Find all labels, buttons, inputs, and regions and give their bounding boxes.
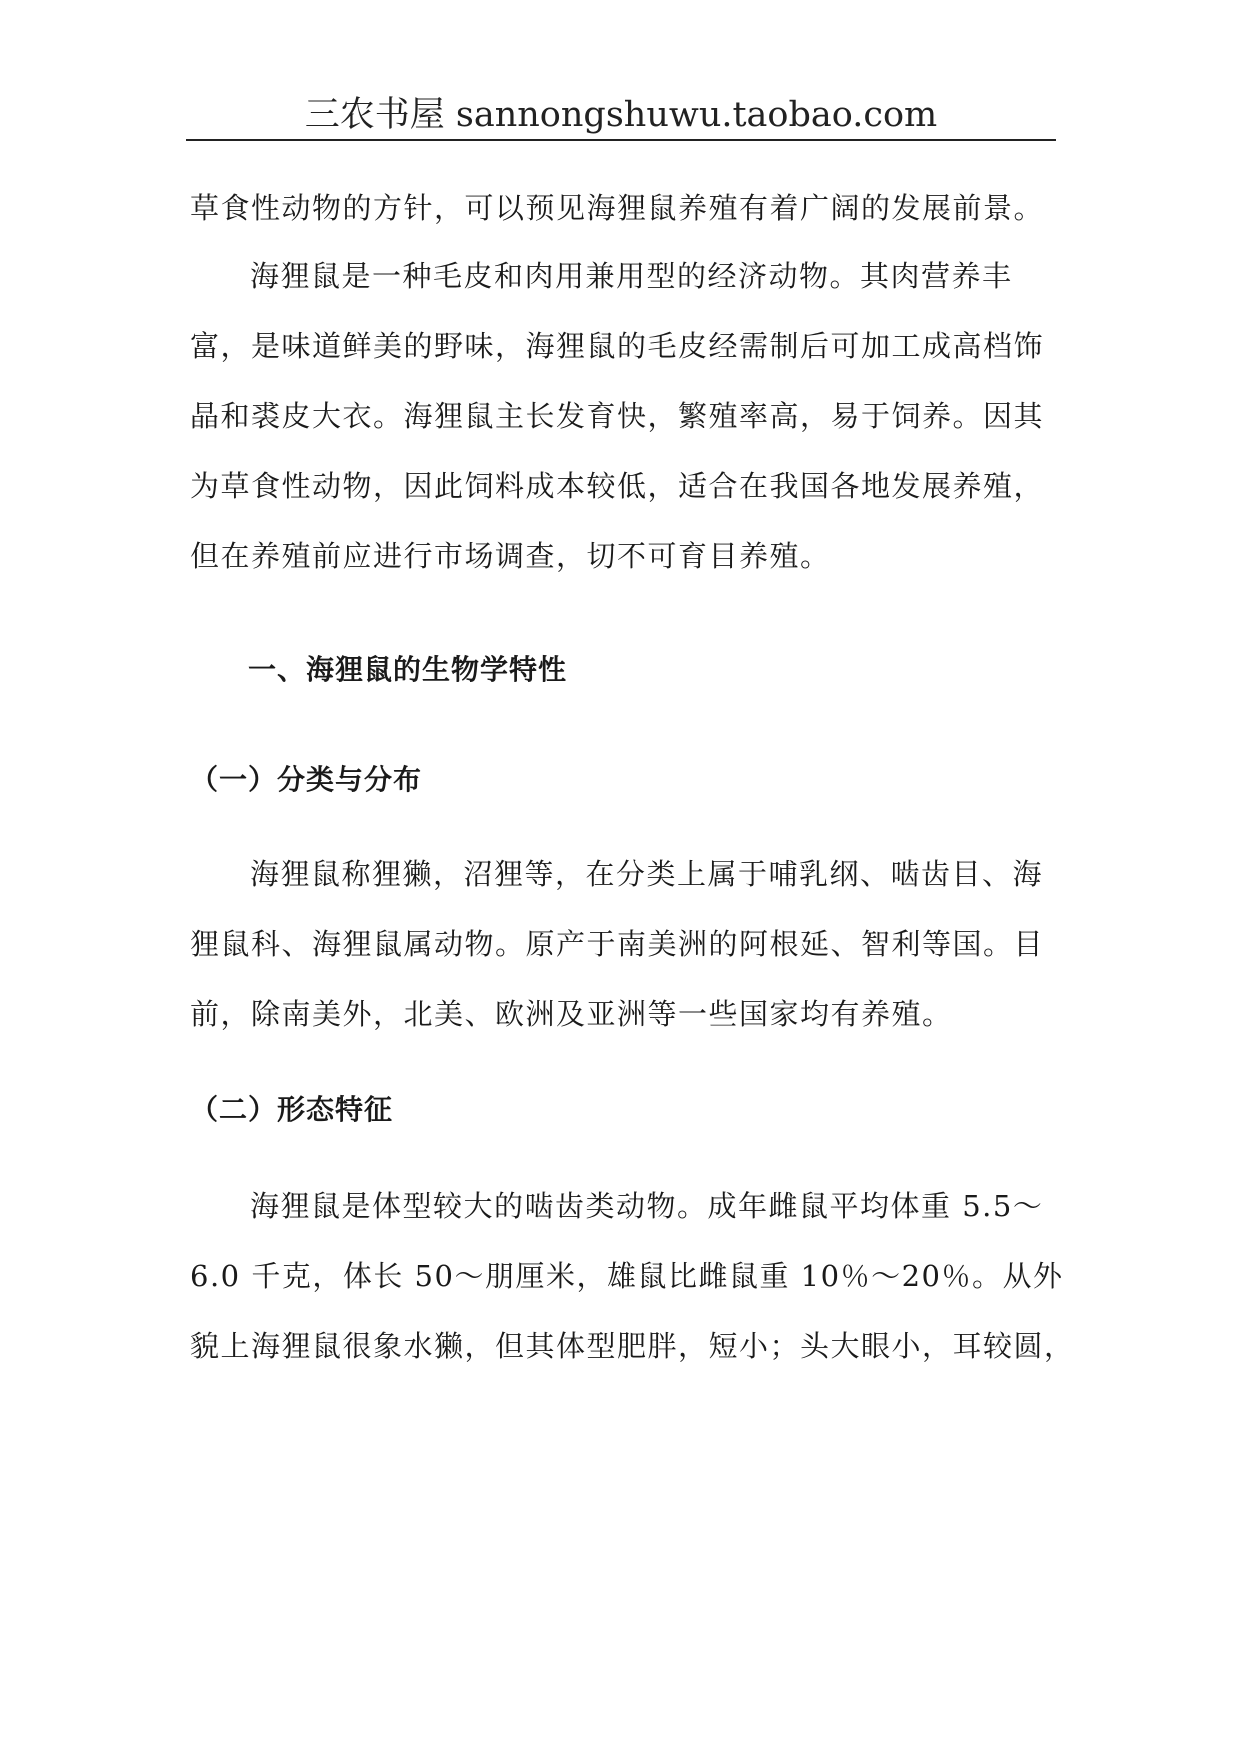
header-title: 三农书屋 sannongshuwu.taobao.com xyxy=(304,95,938,135)
section-heading: 一、海狸鼠的生物学特性 xyxy=(248,653,568,686)
header-divider xyxy=(186,139,1056,141)
paragraph-line: 狸鼠科、海狸鼠属动物。原产于南美洲的阿根延、智利等国。目 xyxy=(190,927,1045,961)
paragraph-line: 但在养殖前应进行市场调查，切不可育目养殖。 xyxy=(190,539,831,573)
paragraph-line: 晶和裘皮大衣。海狸鼠主长发育快，繁殖率高，易于饲养。因其 xyxy=(190,399,1045,433)
paragraph-line: 海狸鼠是体型较大的啮齿类动物。成年雌鼠平均体重 5.5～ xyxy=(250,1189,1044,1223)
paragraph-line: 貌上海狸鼠很象水獭，但其体型肥胖，短小；头大眼小，耳较圆， xyxy=(190,1329,1075,1363)
paragraph-line: 富，是味道鲜美的野味，海狸鼠的毛皮经需制后可加工成高档饰 xyxy=(190,329,1045,363)
paragraph-line: 6.0 千克，体长 50～朋厘米，雄鼠比雌鼠重 10％～20％。从外 xyxy=(190,1259,1064,1293)
paragraph-line: 为草食性动物，因此饲料成本较低，适合在我国各地发展养殖， xyxy=(190,469,1045,503)
paragraph-line: 草食性动物的方针，可以预见海狸鼠养殖有着广阔的发展前景。 xyxy=(190,191,1045,225)
paragraph-line: 海狸鼠称狸獭，沼狸等，在分类上属于哺乳纲、啮齿目、海 xyxy=(250,857,1044,891)
subsection-heading: （一）分类与分布 xyxy=(190,763,423,796)
subsection-heading: （二）形态特征 xyxy=(190,1093,394,1126)
paragraph-line: 海狸鼠是一种毛皮和肉用兼用型的经济动物。其肉营养丰 xyxy=(250,259,1013,293)
paragraph-line: 前，除南美外，北美、欧洲及亚洲等一些国家均有养殖。 xyxy=(190,997,953,1031)
